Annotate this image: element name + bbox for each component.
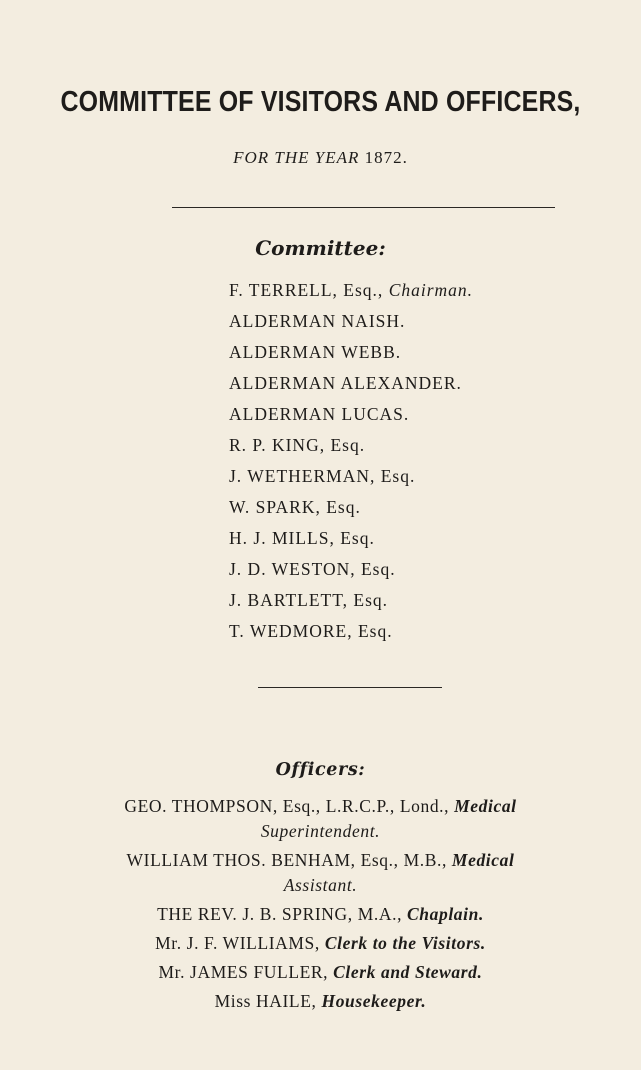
officer-role: Clerk and Steward. bbox=[333, 962, 483, 982]
committee-member bbox=[229, 523, 473, 554]
officer-name: Miss HAILE, bbox=[214, 991, 317, 1011]
officer-entry bbox=[0, 960, 641, 985]
officer-role: Housekeeper. bbox=[321, 991, 427, 1011]
committee-member bbox=[229, 554, 473, 585]
committee-member bbox=[229, 399, 473, 430]
member-name: J. D. WESTON, Esq. bbox=[229, 559, 396, 579]
committee-member bbox=[229, 461, 473, 492]
officer-name: WILLIAM THOS. BENHAM, Esq., M.B., bbox=[126, 850, 447, 870]
divider-top bbox=[172, 207, 555, 208]
member-name: T. WEDMORE, Esq. bbox=[229, 621, 393, 641]
officer-name: GEO. THOMPSON, Esq., L.R.C.P., Lond., bbox=[124, 796, 450, 816]
committee-heading: Committee: bbox=[255, 236, 386, 260]
member-name: ALDERMAN WEBB. bbox=[229, 342, 402, 362]
member-name: H. J. MILLS, Esq. bbox=[229, 528, 375, 548]
committee-member bbox=[229, 337, 473, 368]
officer-entry bbox=[0, 848, 641, 898]
member-name: W. SPARK, Esq. bbox=[229, 497, 361, 517]
officer-entry bbox=[0, 902, 641, 927]
committee-member bbox=[229, 585, 473, 616]
member-name: ALDERMAN LUCAS. bbox=[229, 404, 410, 424]
officers-heading: Officers: bbox=[275, 760, 366, 780]
member-name: J. WETHERMAN, Esq. bbox=[229, 466, 416, 486]
officer-name: THE REV. J. B. SPRING, M.A., bbox=[157, 904, 403, 924]
committee-list bbox=[229, 275, 473, 647]
page-subtitle bbox=[0, 148, 641, 168]
divider-middle bbox=[258, 687, 442, 688]
member-role: Chairman. bbox=[388, 280, 474, 300]
committee-member bbox=[229, 492, 473, 523]
committee-member bbox=[229, 430, 473, 461]
officer-role: Chaplain. bbox=[407, 904, 484, 924]
member-name: F. TERRELL, Esq., bbox=[229, 280, 384, 300]
committee-member bbox=[229, 616, 473, 647]
officer-role: Medical bbox=[454, 796, 517, 816]
subtitle-year: 1872. bbox=[364, 148, 408, 167]
member-name: J. BARTLETT, Esq. bbox=[229, 590, 389, 610]
committee-member bbox=[229, 368, 473, 399]
officer-name: Mr. JAMES FULLER, bbox=[158, 962, 329, 982]
member-name: ALDERMAN ALEXANDER. bbox=[229, 373, 462, 393]
officer-entry bbox=[0, 989, 641, 1014]
page-title: COMMITTEE OF VISITORS AND OFFICERS, bbox=[60, 86, 581, 118]
officers-list bbox=[0, 794, 641, 1018]
officer-entry bbox=[0, 931, 641, 956]
officer-role: Clerk to the Visitors. bbox=[324, 933, 486, 953]
committee-member bbox=[229, 306, 473, 337]
officer-entry bbox=[0, 794, 641, 844]
officer-role-continued: Superintendent. bbox=[260, 821, 381, 841]
member-name: ALDERMAN NAISH. bbox=[229, 311, 406, 331]
member-name: R. P. KING, Esq. bbox=[229, 435, 366, 455]
officer-role: Medical bbox=[451, 850, 515, 870]
officer-name: Mr. J. F. WILLIAMS, bbox=[155, 933, 320, 953]
committee-member bbox=[229, 275, 473, 306]
subtitle-prefix: FOR THE YEAR bbox=[233, 148, 360, 167]
officer-role-continued: Assistant. bbox=[283, 875, 358, 895]
